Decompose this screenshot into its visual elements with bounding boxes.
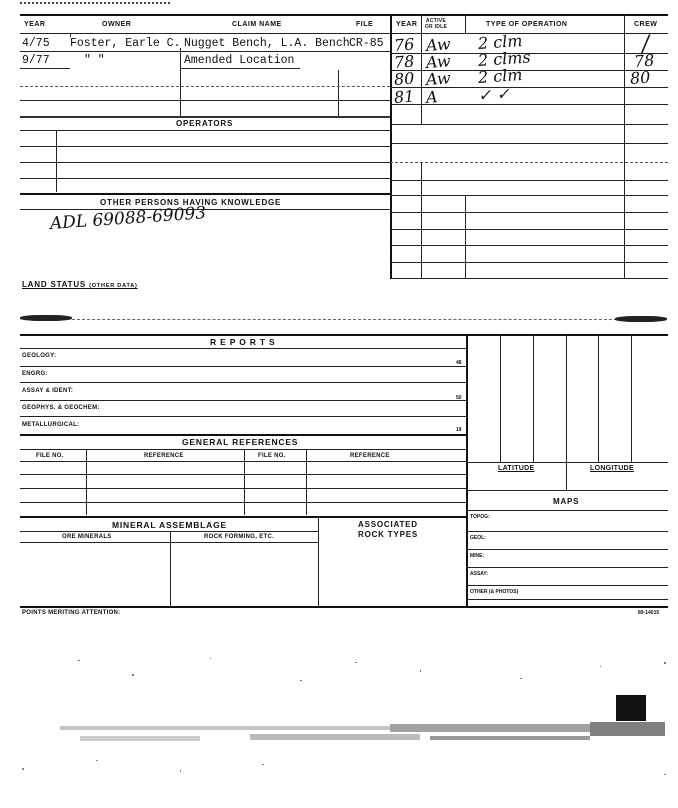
top-section-bottom xyxy=(390,278,668,279)
activity-row-line xyxy=(390,245,668,246)
mineral-assemblage-heading: MINERAL ASSEMBLAGE xyxy=(112,520,227,530)
noise-speck xyxy=(664,662,666,664)
row-line xyxy=(180,68,300,69)
noise-speck xyxy=(132,674,134,676)
maps-line xyxy=(466,531,668,532)
divider-claim xyxy=(180,48,181,118)
operators-line xyxy=(20,162,390,163)
activity-divider xyxy=(465,195,466,278)
activity-4-status: A xyxy=(425,87,439,107)
activity-row-line xyxy=(390,229,668,230)
claim-1-year: 4/75 xyxy=(22,37,50,50)
references-line xyxy=(20,474,466,475)
row-line xyxy=(20,86,390,87)
col-header-type-of-operation: TYPE OF OPERATION xyxy=(486,21,568,28)
activity-row-line xyxy=(390,124,668,125)
noise-speck xyxy=(420,670,421,672)
noise-speck xyxy=(300,680,302,681)
ref-header-file-no-2: FILE NO. xyxy=(258,453,286,459)
activity-3-year: 80 xyxy=(393,68,415,89)
land-status-sublabel: (OTHER DATA) xyxy=(89,283,138,289)
reports-top-border xyxy=(20,334,668,336)
claim-1-claim-name: Nugget Bench, L.A. Bench xyxy=(184,37,350,50)
operators-line xyxy=(20,178,390,179)
grid-row xyxy=(466,462,668,463)
row-line xyxy=(20,51,390,52)
noise-speck xyxy=(78,660,80,661)
operators-line xyxy=(20,130,390,131)
noise-speck xyxy=(96,760,98,761)
reports-line xyxy=(20,400,466,401)
col-header-year-2: YEAR xyxy=(396,21,418,28)
land-status-label: LAND STATUS xyxy=(22,280,87,289)
scan-mark-right xyxy=(615,316,667,322)
noise-speck xyxy=(664,774,666,775)
ref-header-reference-2: REFERENCE xyxy=(350,453,390,459)
activity-2-year: 78 xyxy=(393,51,415,72)
reports-right-divider xyxy=(466,334,468,606)
activity-3-operation: 2 clm xyxy=(477,64,524,87)
ref-header-file-no-1: FILE NO. xyxy=(36,453,64,459)
lower-section-bottom xyxy=(20,606,668,608)
operators-bottom xyxy=(20,193,390,195)
scan-mark-left xyxy=(20,315,72,321)
other-persons-heading: OTHER PERSONS HAVING KNOWLEDGE xyxy=(100,198,282,207)
report-metallurgical-num: 19 xyxy=(456,427,462,433)
associated-rock-types-heading-1: ASSOCIATED xyxy=(358,520,418,529)
activity-row-line xyxy=(390,195,668,196)
grid-col xyxy=(598,334,599,462)
points-meriting-attention-label: POINTS MERITING ATTENTION: xyxy=(22,610,121,616)
noise-band xyxy=(60,726,390,730)
noise-speck xyxy=(262,764,264,765)
activity-divider xyxy=(421,162,422,278)
operators-line xyxy=(20,146,390,147)
noise-speck xyxy=(520,678,522,679)
row-line xyxy=(20,100,390,101)
references-line xyxy=(20,488,466,489)
mineral-divider xyxy=(318,516,319,606)
activity-4-operation: ✓ ✓ xyxy=(477,83,511,105)
activity-2-status: Aw xyxy=(425,51,452,72)
maps-assay-label: ASSAY: xyxy=(470,571,489,577)
activity-1-year: 76 xyxy=(393,34,415,55)
reports-heading: R E P O R T S xyxy=(210,337,276,347)
mineral-line xyxy=(20,531,318,532)
noise-band xyxy=(430,736,590,740)
longitude-label: LONGITUDE xyxy=(590,465,634,472)
references-line xyxy=(20,502,466,503)
claim-1-owner: Foster, Earle C. xyxy=(70,37,181,50)
activity-row-line xyxy=(390,180,668,181)
reports-line xyxy=(20,382,466,383)
grid-col xyxy=(500,334,501,462)
maps-line xyxy=(466,549,668,550)
ref-header-reference-1: REFERENCE xyxy=(144,453,184,459)
ore-minerals-header: ORE MINERALS xyxy=(62,534,112,540)
maps-line xyxy=(466,585,668,586)
reports-line xyxy=(20,348,466,349)
general-references-heading: GENERAL REFERENCES xyxy=(182,437,299,447)
row-line xyxy=(20,68,70,69)
report-geology-num: 48 xyxy=(456,360,462,366)
report-assay-label: ASSAY & IDENT: xyxy=(22,388,74,394)
col-header-year: YEAR xyxy=(24,21,46,28)
noise-speck xyxy=(210,658,211,659)
claim-2-claim-name: Amended Location xyxy=(184,54,295,67)
noise-band xyxy=(390,724,590,732)
ref-divider xyxy=(86,449,87,515)
mineral-line xyxy=(20,542,318,543)
ref-divider xyxy=(244,449,245,515)
divider-file xyxy=(338,70,339,118)
maps-line xyxy=(466,567,668,568)
report-assay-num: 50 xyxy=(456,395,462,401)
maps-topog-label: TOPOG: xyxy=(470,514,490,520)
activity-1-operation: 2 clm xyxy=(477,30,524,53)
maps-mine-label: MINE: xyxy=(470,553,485,559)
report-geophys-label: GEOPHYS. & GEOCHEM: xyxy=(22,405,100,411)
row-line xyxy=(20,116,390,118)
divider-active xyxy=(465,14,466,34)
band-line xyxy=(72,319,617,320)
claim-2-year: 9/77 xyxy=(22,54,50,67)
report-engrg-label: ENGRG: xyxy=(22,371,48,377)
ref-divider xyxy=(306,449,307,515)
col-header-crew: CREW xyxy=(634,21,658,28)
noise-band xyxy=(590,722,665,736)
noise-speck xyxy=(355,662,357,663)
noise-speck xyxy=(600,666,601,667)
activity-row-line xyxy=(390,104,668,105)
form-number: 89-14015 xyxy=(638,610,660,616)
col-header-claim-name: CLAIM NAME xyxy=(232,21,282,28)
noise-speck xyxy=(180,770,181,772)
maps-line xyxy=(466,510,668,511)
noise-speck xyxy=(22,768,24,770)
grid-col xyxy=(533,334,534,462)
noise-band xyxy=(250,734,420,740)
col-header-active-idle: ACTIVE OR IDLE xyxy=(424,18,448,30)
noise-band xyxy=(80,736,200,741)
maps-other-label: OTHER (& PHOTOS) xyxy=(470,589,519,595)
land-status-heading xyxy=(22,280,138,289)
reports-line xyxy=(20,416,466,417)
activity-4-year: 81 xyxy=(393,86,415,107)
activity-3-status: Aw xyxy=(425,68,452,89)
activity-row-line xyxy=(390,162,668,163)
black-scan-block xyxy=(616,695,646,721)
latitude-label: LATITUDE xyxy=(498,465,535,472)
maps-geol-label: GEOL: xyxy=(470,535,486,541)
activity-3-crew: 80 xyxy=(629,67,651,88)
reports-line xyxy=(20,366,466,367)
maps-line xyxy=(466,599,668,600)
activity-2-operation: 2 clms xyxy=(477,47,532,70)
col-header-file: FILE xyxy=(356,21,374,28)
scan-noise xyxy=(0,640,678,808)
activity-row-line xyxy=(390,262,668,263)
table-top-border xyxy=(20,14,668,16)
other-persons-entry: ADL 69088-69093 xyxy=(49,203,207,234)
mineral-divider xyxy=(170,531,171,606)
operators-heading: OPERATORS xyxy=(176,119,234,128)
header-bottom-border xyxy=(20,33,668,34)
lat-lon-line xyxy=(466,490,668,491)
activity-2-crew: 78 xyxy=(633,50,655,71)
activity-1-status: Aw xyxy=(425,34,452,55)
col-header-owner: OWNER xyxy=(102,21,132,28)
report-geology-label: GEOLOGY: xyxy=(22,353,57,359)
maps-heading: MAPS xyxy=(553,497,580,506)
scan-edge xyxy=(20,2,170,4)
associated-rock-types-heading-2: ROCK TYPES xyxy=(358,530,419,539)
divider-left-margin xyxy=(56,130,57,192)
activity-row-line xyxy=(390,212,668,213)
references-bottom xyxy=(20,516,466,518)
divider-year2 xyxy=(421,14,422,124)
claim-1-file: CR-85 xyxy=(349,37,384,50)
claim-2-owner: " " xyxy=(84,54,105,67)
rock-forming-header: ROCK FORMING, ETC. xyxy=(204,534,275,540)
reports-bottom xyxy=(20,434,466,436)
activity-1-crew: / xyxy=(641,31,651,57)
report-metallurgical-label: METALLURGICAL: xyxy=(22,422,80,428)
activity-row-line xyxy=(390,143,668,144)
grid-col xyxy=(566,334,567,490)
grid-col xyxy=(631,334,632,462)
